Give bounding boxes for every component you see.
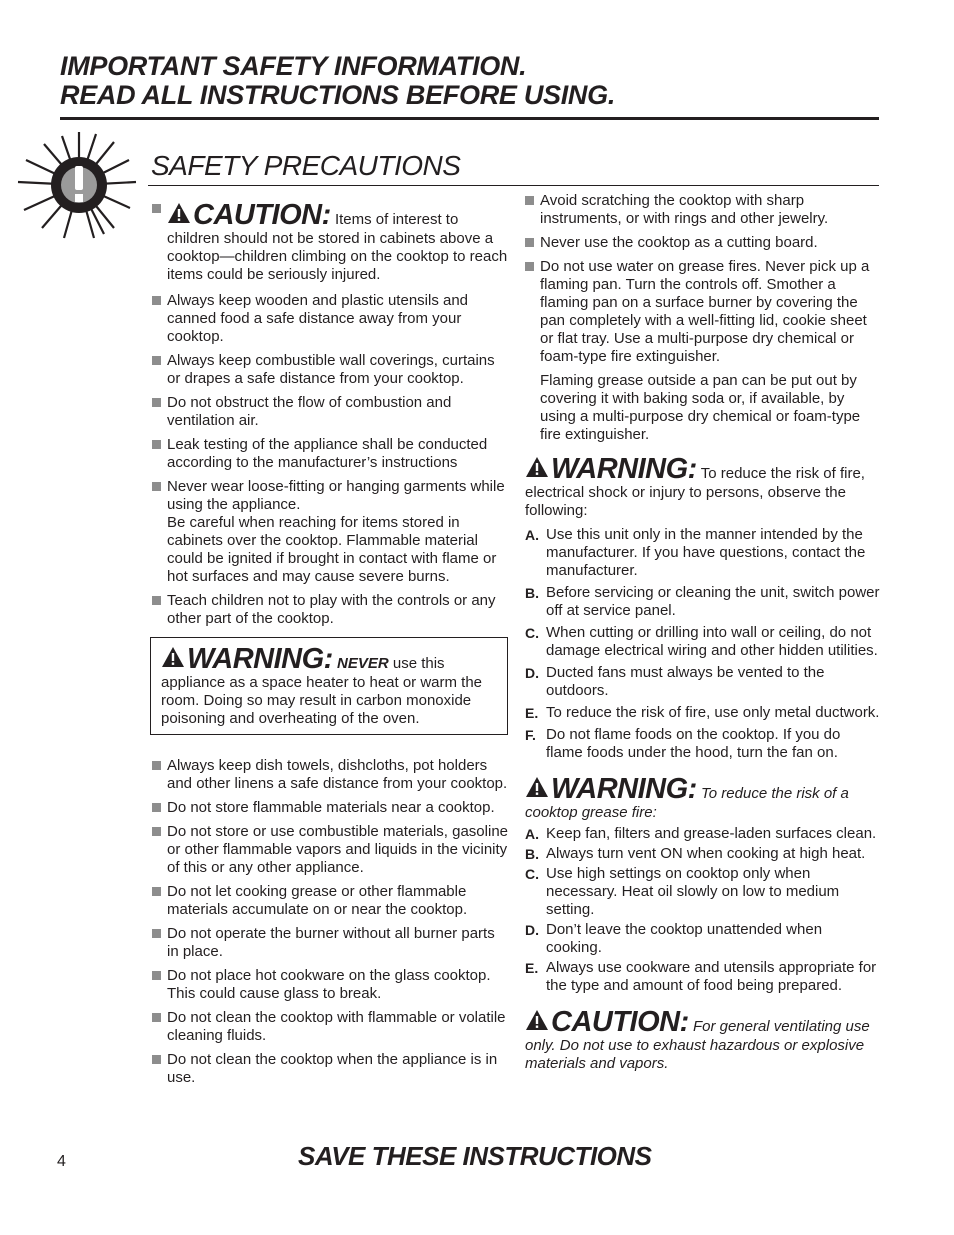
item-letter: A. [525,826,539,842]
list-item: Do not clean the cooktop with flammable or volatile cleaning fluids. [152,1009,508,1045]
item-letter: F. [525,727,536,743]
warning-label: WARNING: [187,643,333,675]
list-item: Do not use water on grease fires. Never pick up a flaming pan. Turn the controls off. Smother a flaming pan on a surface burner by covering the pan completely with a well-fitting lid, cookie sheet or flat tray. Use a multi-purpose dry chemical or foam-type fire extinguisher. [525,258,881,366]
item-text: Ducted fans must always be vented to the outdoors. [546,664,825,699]
item-letter: D. [525,665,539,681]
item-text: Always use cookware and utensils appropriate for the type and amount of food being prepared. [546,959,877,994]
list-item [525,704,881,722]
list-item [525,584,881,620]
list-item: Do not place hot cookware on the glass cooktop. This could cause glass to break. [152,967,508,1003]
list-item [525,825,881,843]
page-number: 4 [57,1153,66,1170]
list-item [525,726,881,762]
exclamation-burst-icon [14,130,144,240]
left-column [152,200,508,1093]
header-rule [60,117,879,120]
item-letter: C. [525,866,539,882]
warning-block-2 [525,774,881,995]
warning-triangle-icon [525,1009,549,1031]
item-text: Keep fan, filters and grease-laden surfaces clean. [546,825,877,842]
list-item [525,664,881,700]
item-letter: E. [525,705,539,721]
list-item [525,526,881,580]
header-line-1: IMPORTANT SAFETY INFORMATION. [60,51,527,81]
grease-paragraph: Flaming grease outside a pan can be put out by covering it with baking soda or, if available, by using a multi-purpose dry chemical or foam-type fire extinguisher. [540,372,861,443]
list-item [525,959,881,995]
garments-text: Never wear loose-fitting or hanging garments while using the appliance. [167,478,505,513]
list-item: Avoid scratching the cooktop with sharp instruments, or with rings and other jewelry. [525,192,881,228]
list-item [152,478,508,586]
caution-signal [167,199,331,231]
list-item: Always keep combustible wall coverings, curtains or drapes a safe distance from your cooktop. [152,352,508,388]
list-item: Do not store or use combustible materials, gasoline or other flammable vapors and liquids in the vicinity of this or any other appliance. [152,823,508,877]
caution-item [152,200,508,284]
warning-triangle-icon [161,646,185,668]
item-text: Don’t leave the cooktop unattended when cooking. [546,921,823,956]
section-title: SAFETY PRECAUTIONS [151,150,461,181]
item-letter: B. [525,846,539,862]
item-letter: E. [525,960,539,976]
warning-1-text: To reduce the risk of fire, electrical shock or injury to persons, observe the following: [525,465,865,519]
list-item [525,624,881,660]
item-text: Use high settings on cooktop only when necessary. Heat oil slowly on low to medium setting. [546,865,840,918]
list-item: Do not let cooking grease or other flammable materials accumulate on or near the cooktop. [152,883,508,919]
warning-block-1 [525,454,881,762]
list-item: Teach children not to play with the controls or any other part of the cooktop. [152,592,508,628]
save-instructions: SAVE THESE INSTRUCTIONS [298,1141,652,1171]
item-text: Always turn vent ON when cooking at high heat. [546,845,866,862]
list-item: Do not store flammable materials near a cooktop. [152,799,508,817]
list-item: Do not clean the cooktop when the appliance is in use. [152,1051,508,1087]
right-column [525,192,881,1073]
list-item: Leak testing of the appliance shall be conducted according to the manufacturer’s instructions [152,436,508,472]
warning-label: WARNING: [551,773,697,805]
warning-triangle-icon [525,456,549,478]
page-header [60,52,880,110]
list-item [525,845,881,863]
warning-box-text: use this appliance as a space heater to heat or warm the room. Doing so may result in carbon monoxide poisoning and overheating of the oven. [161,655,483,727]
item-text: Before servicing or cleaning the unit, switch power off at service panel. [546,584,880,619]
item-letter: D. [525,922,539,938]
list-item: Do not obstruct the flow of combustion and ventilation air. [152,394,508,430]
section-rule [148,185,879,186]
garments-extra-text: Be careful when reaching for items stored in cabinets over the cooktop. Flammable material could be ignited if brought in contact with flame or hot surfaces and may cause severe burns. [167,514,497,585]
item-letter: C. [525,625,539,641]
caution-text: Items of interest to children should not be stored in cabinets above a cooktop—children climbing on the cooktop to reach items could be seriously injured. [167,211,508,283]
item-text: When cutting or drilling into wall or ceiling, do not damage electrical wiring and other hidden utilities. [546,624,878,659]
item-text: Do not flame foods on the cooktop. If you do flame foods under the hood, turn the fan on. [546,726,841,761]
list-item: Always keep wooden and plastic utensils and canned food a safe distance away from your cooktop. [152,292,508,346]
list-item: Never use the cooktop as a cutting board. [525,234,881,252]
item-letter: A. [525,527,539,543]
never-emphasis: NEVER [337,655,389,672]
warning-box [150,637,508,735]
item-letter: B. [525,585,539,601]
list-item [525,921,881,957]
caution-2-text: For general ventilating use only. Do not use to exhaust hazardous or explosive materials and vapors. [525,1018,870,1072]
header-line-2: READ ALL INSTRUCTIONS BEFORE USING. [60,80,616,110]
list-item: Always keep dish towels, dishcloths, pot holders and other linens a safe distance from your cooktop. [152,757,508,793]
caution-signal [525,1006,689,1038]
item-text: Use this unit only in the manner intended by the manufacturer. If you have questions, contact the manufacturer. [546,526,866,579]
list-item: Do not operate the burner without all burner parts in place. [152,925,508,961]
caution-label: CAUTION: [193,199,331,231]
warning-label: WARNING: [551,453,697,485]
list-item [525,865,881,919]
warning-signal [161,643,333,675]
warning-2-text: To reduce the risk of a cooktop grease fire: [525,785,849,821]
warning-signal [525,453,697,485]
warning-signal [525,773,697,805]
warning-triangle-icon [525,776,549,798]
warning-triangle-icon [167,202,191,224]
item-text: To reduce the risk of fire, use only metal ductwork. [546,704,880,721]
caution-block-2 [525,1007,881,1073]
caution-label: CAUTION: [551,1006,689,1038]
